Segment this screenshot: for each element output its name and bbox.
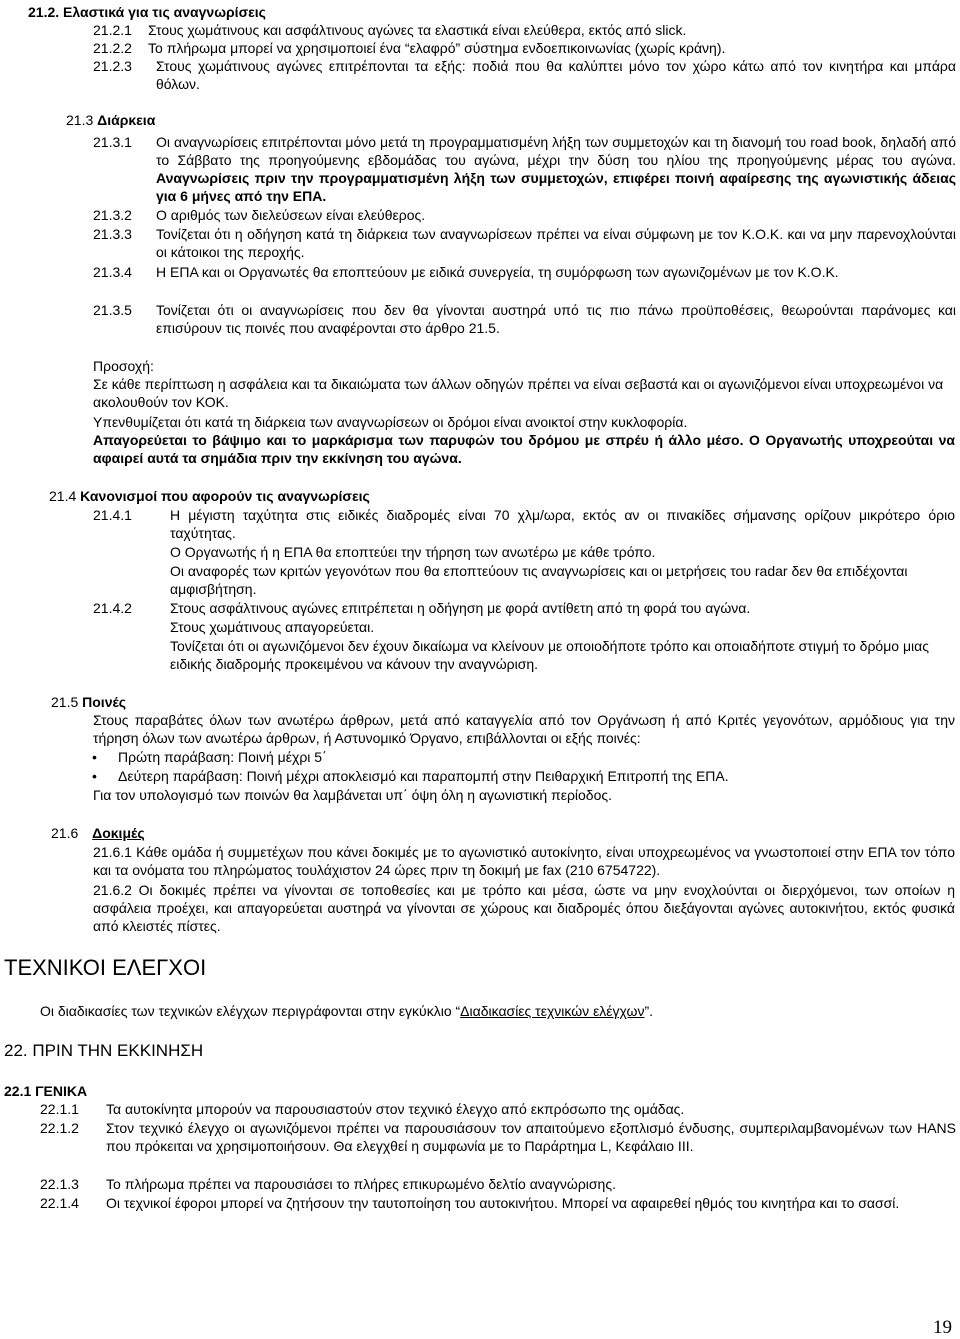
item-21-6-2: 21.6.2 Οι δοκιμές πρέπει να γίνονται σε τοποθεσίες και με τρόπο και μέσα, ώστε να μην ενοχλούνται οι διερχόμενοι, των οποίων η ασφάλεια προέχει, και απαγορεύεται αυστηρά να γίνονται σε χώρους και διαδρομές όπου διεξάγονται αγώνες αυτοκινήτου, εκτός φυσικά από κλειστές πίστες.: [93, 882, 955, 934]
bullet-marker: •: [92, 768, 97, 784]
item-21-4-1-paragraph-3: Οι αναφορές των κριτών γεγονότων που θα εποπτεύουν τις αναγνωρίσεις και οι μετρήσεις του radar δεν θα επιδέχονται αμφισβήτηση.: [170, 563, 908, 597]
item-21-3-3-text: Τονίζεται ότι η οδήγηση κατά τη διάρκεια των αναγνωρίσεων πρέπει να είναι σύμφωνη με τον Κ.Ο.Κ. και να μην παρενοχλούνται οι κάτοικοι της περοχής.: [156, 226, 956, 260]
section-22-1-title: 22.1 ΓΕΝΙΚΑ: [4, 1083, 88, 1099]
item-21-4-1-number: 21.4.1: [93, 507, 132, 523]
item-21-4-2-paragraph-3: Τονίζεται ότι οι αγωνιζόμενοι δεν έχουν δικαίωμα να κλείνουν με οποιοδήποτε τρόπο και οποιαδήποτε στιγμή το δρόμο μιας ειδικής διαδρομής προκειμένου να κάνουν την αναγνώριση.: [170, 638, 929, 672]
penalty-bullet-1: Πρώτη παράβαση: Ποινή μέχρι 5΄: [118, 749, 327, 765]
technical-checks-intro-text: Οι διαδικασίες των τεχνικών ελέγχων περιγράφονται στην εγκύκλιο “: [40, 1003, 461, 1019]
item-21-3-5-number: 21.3.5: [93, 302, 132, 318]
item-21-3-4-text: Η ΕΠΑ και οι Οργανωτές θα εποπτεύουν με ειδικά συνεργεία, τη συμόρφωση των αγωνιζομένων με τον Κ.Ο.Κ.: [156, 264, 839, 280]
item-22-1-2-number: 22.1.2: [40, 1120, 79, 1136]
section-21-5-footer: Για τον υπολογισμό των ποινών θα λαμβάνεται υπ΄ όψη όλη η αγωνιστική περίοδος.: [93, 787, 613, 803]
item-21-2-3-text: Στους χωμάτινους αγώνες επιτρέπονται τα εξής: ποδιά που θα καλύπτει μόνο τον χώρο κάτω από τον κινητήρα και μπάρα θόλων.: [156, 58, 956, 92]
item-21-3-4-number: 21.3.4: [93, 264, 132, 280]
item-21-4-2-text: Στους ασφάλτινους αγώνες επιτρέπεται η οδήγηση με φορά αντίθετη από τη φορά του αγώνα.: [170, 600, 751, 616]
item-22-1-1-number: 22.1.1: [40, 1101, 79, 1117]
section-21-5-title: Ποινές: [82, 694, 127, 710]
section-21-6-number: 21.6: [51, 825, 79, 841]
section-21-5-number: 21.5: [51, 694, 79, 710]
item-21-2-1-text: Στους χωμάτινους και ασφάλτινους αγώνες τα ελαστικά είναι ελεύθερα, εκτός από slick.: [148, 22, 687, 38]
technical-checks-circular-link[interactable]: Διαδικασίες τεχνικών ελέγχων: [460, 1003, 645, 1019]
item-22-1-4-number: 22.1.4: [40, 1195, 79, 1211]
technical-checks-title: ΤΕΧΝΙΚΟΙ ΕΛΕΓΧΟΙ: [4, 955, 207, 980]
section-21-6-heading: [51, 824, 145, 842]
bullet-marker: •: [92, 749, 97, 765]
section-22-title: 22. ΠΡΙΝ ΤΗΝ ΕΚΚΙΝΗΣΗ: [4, 1041, 204, 1060]
item-21-4-1-text: Η μέγιστη ταχύτητα στις ειδικές διαδρομές είναι 70 χλμ/ωρα, εκτός αν οι πινακίδες σήμανσης ορίζουν μικρότερο όριο ταχύτητας.: [170, 507, 955, 541]
item-21-3-1-text: [156, 133, 956, 205]
item-21-6-1: 21.6.1 Κάθε ομάδα ή συμμετέχων που κάνει δοκιμές με το αγωνιστικό αυτοκίνητο, είναι υποχρεωμένος να γνωστοποιεί στην ΕΠΑ τον τόπο και τα ονόματα του πληρώματος τουλάχιστον 24 ώρες πριν τη δοκιμή με fax (210 6754722).: [93, 844, 955, 878]
section-21-4-title: Κανονισμοί που αφορούν τις αναγνωρίσεις: [80, 488, 370, 504]
penalty-bullet-2: Δεύτερη παράβαση: Ποινή μέχρι αποκλεισμό και παραπομπή στην Πειθαρχική Επιτροπή της ΕΠΑ.: [118, 768, 729, 784]
page-number: 19: [933, 1317, 952, 1338]
item-21-2-1-number: 21.2.1: [93, 22, 132, 38]
item-21-2-2-text: Το πλήρωμα μπορεί να χρησιμοποιεί ένα “ελαφρό” σύστημα ενδοεπικοινωνίας (χωρίς κράνη).: [148, 40, 726, 56]
item-21-4-2-paragraph-2: Στους χωμάτινους απαγορεύεται.: [170, 619, 375, 635]
attention-paragraph-1: Σε κάθε περίπτωση η ασφάλεια και τα δικαιώματα των άλλων οδηγών πρέπει να είναι σεβαστά και οι αγωνιζόμενοι είναι υποχρεωμένοι να ακολουθούν τον ΚΟΚ.: [93, 376, 944, 410]
section-21-4-heading: [49, 487, 370, 505]
section-21-3-heading: [66, 111, 155, 129]
section-21-6-title: Δοκιμές: [92, 825, 145, 841]
item-21-3-1-bold: Αναγνωρίσεις πριν την προγραμματισμένη λήξη των συμμετοχών, επιφέρει ποινή αφαίρεσης της αγωνιστικής άδειας για 6 μήνες από την ΕΠΑ.: [156, 170, 956, 204]
section-21-3-title: Διάρκεια: [97, 112, 156, 128]
item-21-3-5-text: Τονίζεται ότι οι αναγνωρίσεις που δεν θα γίνονται αυστηρά υπό τις πιο πάνω προϋποθέσεις, θεωρούνται παράνομες και επισύρουν τις ποινές που αναφέρονται στο άρθρο 21.5.: [156, 302, 956, 336]
item-21-3-2-number: 21.3.2: [93, 207, 132, 223]
section-21-2-title: 21.2. Ελαστικά για τις αναγνωρίσεις: [28, 4, 266, 20]
item-22-1-2-text: Στον τεχνικό έλεγχο οι αγωνιζόμενοι πρέπει να παρουσιάσουν τον απαιτούμενο εξοπλισμό ένδυσης, συμπεριλαμβανομένων των HANS που πρόκειται να χρησιμοποιήσουν. Θα ελεγχθεί η συμφωνία με το Παράρτημα L, Κεφάλαιο ΙΙΙ.: [106, 1120, 956, 1154]
item-21-2-2-number: 21.2.2: [93, 40, 132, 56]
technical-checks-intro-end: ”.: [644, 1003, 654, 1019]
item-22-1-1-text: Τα αυτοκίνητα μπορούν να παρουσιαστούν στον τεχνικό έλεγχο από εκπρόσωπο της ομάδας.: [106, 1101, 685, 1117]
item-21-3-1-number: 21.3.1: [93, 134, 132, 150]
item-21-3-2-text: Ο αριθμός των διελεύσεων είναι ελεύθερος.: [156, 207, 426, 223]
item-21-3-3-number: 21.3.3: [93, 226, 132, 242]
item-21-3-1-plain: Οι αναγνωρίσεις επιτρέπονται μόνο μετά τη προγραμματισμένη λήξη των συμμετοχών και τη διανομή του road book, δηλαδή από το Σάββατο της προηγούμενης εβδομάδας του αγώνα, μέχρι την δύση του ηλίου της προηγούμενης μέρας του αγώνα.: [156, 134, 956, 168]
section-21-5-text: Στους παραβάτες όλων των ανωτέρω άρθρων, μετά από καταγγελία από τον Οργάνωση ή από Κριτές γεγονότων, αρμόδιους για την τήρηση όλων των ανωτέρω άρθρων, ή Αστυνομικό Όργανο, επιβάλλονται οι εξής ποινές:: [93, 712, 955, 746]
item-21-4-1-paragraph-2: Ο Οργανωτής ή η ΕΠΑ θα εποπτεύει την τήρηση των ανωτέρω με κάθε τρόπο.: [170, 544, 656, 560]
section-21-5-heading: [51, 693, 126, 711]
item-22-1-3-text: Το πλήρωμα πρέπει να παρουσιάσει το πλήρες επικυρωμένο δελτίο αναγνώρισης.: [106, 1176, 616, 1192]
item-22-1-4-text: Οι τεχνικοί έφοροι μπορεί να ζητήσουν την ταυτοποίηση του αυτοκινήτου. Μπορεί να αφαιρεθεί ηθμός του κινητήρα και το σασσί.: [106, 1195, 900, 1211]
section-21-4-number: 21.4: [49, 488, 77, 504]
attention-paragraph-2: Υπενθυμίζεται ότι κατά τη διάρκεια των αναγνωρίσεων οι δρόμοι είναι ανοικτοί στην κυκλοφορία.: [93, 414, 688, 430]
attention-label: Προσοχή:: [93, 358, 154, 374]
attention-paragraph-3: Απαγορεύεται το βάψιμο και το μαρκάρισμα των παρυφών του δρόμου με σπρέυ ή άλλο μέσο. Ο Οργανωτής υποχρεούται να αφαιρεί αυτά τα σημάδια πριν την εκκίνηση του αγώνα.: [93, 432, 955, 466]
item-21-4-2-number: 21.4.2: [93, 600, 132, 616]
technical-checks-intro: [40, 1002, 940, 1020]
section-21-3-number: 21.3: [66, 112, 94, 128]
item-22-1-3-number: 22.1.3: [40, 1176, 79, 1192]
item-21-2-3-number: 21.2.3: [93, 58, 132, 74]
